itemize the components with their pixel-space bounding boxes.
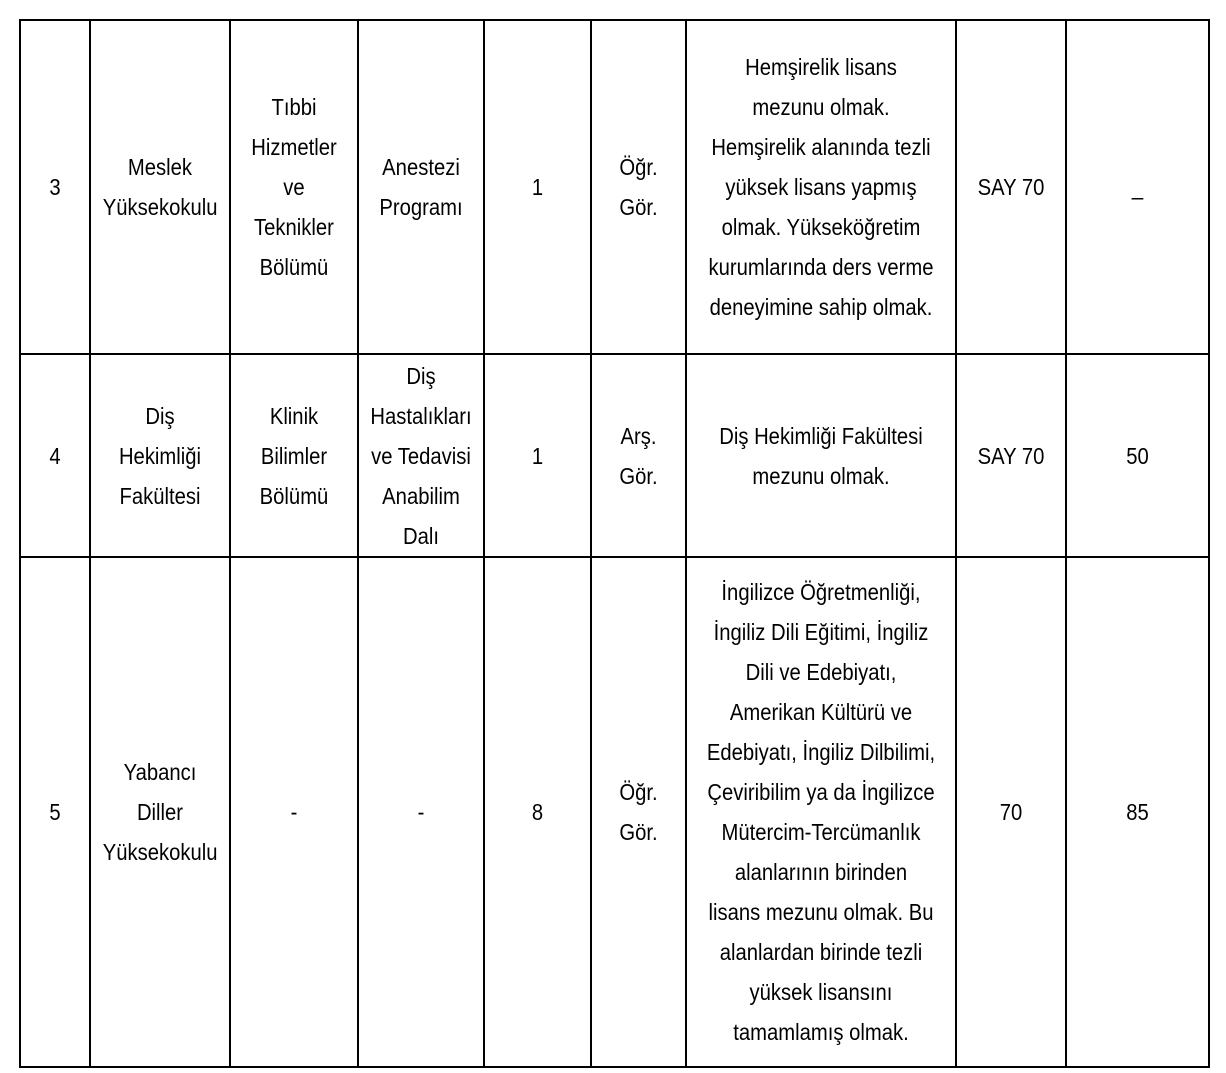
position-count: 8 bbox=[490, 557, 584, 1067]
table-row bbox=[20, 354, 1209, 557]
department-cell: Klinik Bilimler Bölümü bbox=[238, 354, 351, 557]
position-count: 1 bbox=[490, 354, 584, 557]
department-cell: Tıbbi Hizmetler ve Teknikler Bölümü bbox=[238, 20, 351, 354]
row-number: 4 bbox=[24, 354, 86, 557]
language-score: 85 bbox=[1075, 557, 1201, 1067]
program-cell: Anestezi Programı bbox=[366, 20, 477, 354]
program-cell: Diş Hastalıkları ve Tedavisi Anabilim Dalı bbox=[366, 354, 477, 557]
unit-cell: Meslek Yüksekokulu bbox=[98, 20, 221, 354]
title-cell: Arş. Gör. bbox=[597, 354, 681, 557]
requirements-cell: Diş Hekimliği Fakültesi mezunu olmak. bbox=[702, 354, 940, 557]
requirements-cell: Hemşirelik lisans mezunu olmak. Hemşirelik alanında tezli yüksek lisans yapmış olmak. Yükseköğretim kurumlarında ders verme deneyimine sahip olmak. bbox=[702, 20, 940, 354]
language-score: _ bbox=[1075, 20, 1201, 354]
requirements-cell: İngilizce Öğretmenliği, İngiliz Dili Eğitimi, İngiliz Dili ve Edebiyatı, Amerikan Kültürü ve Edebiyatı, İngiliz Dilbilimi, Çeviribilim ya da İngilizce Mütercim-Tercümanlık alanlarının birinden lisans mezunu olmak. Bu alanlardan birinde tezli yüksek lisansını tamamlamış olmak. bbox=[702, 557, 940, 1067]
table-row bbox=[20, 20, 1209, 354]
title-cell: Öğr. Gör. bbox=[597, 557, 681, 1067]
ales-score: SAY 70 bbox=[963, 354, 1060, 557]
position-count: 1 bbox=[490, 20, 584, 354]
positions-table bbox=[19, 19, 1210, 1068]
ales-score: 70 bbox=[963, 557, 1060, 1067]
row-number: 3 bbox=[24, 20, 86, 354]
unit-cell: Diş Hekimliği Fakültesi bbox=[98, 354, 221, 557]
ales-score: SAY 70 bbox=[963, 20, 1060, 354]
table-row bbox=[20, 557, 1209, 1067]
unit-cell: Yabancı Diller Yüksekokulu bbox=[98, 557, 221, 1067]
language-score: 50 bbox=[1075, 354, 1201, 557]
title-cell: Öğr. Gör. bbox=[597, 20, 681, 354]
row-number: 5 bbox=[24, 557, 86, 1067]
program-cell: - bbox=[366, 557, 477, 1067]
department-cell: - bbox=[238, 557, 351, 1067]
